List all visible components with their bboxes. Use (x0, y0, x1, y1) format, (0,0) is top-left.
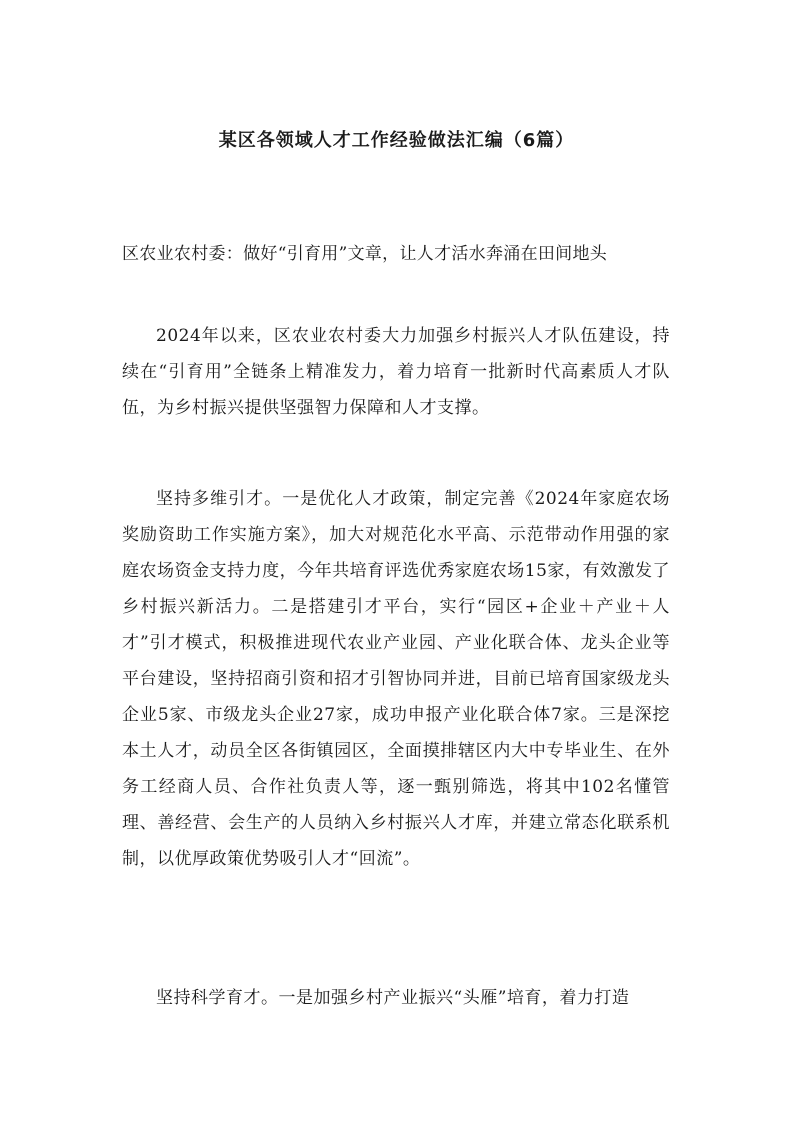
section-heading: 区农业农村委：做好“引育用”文章，让人才活水奔涌在田间地头 (122, 244, 608, 264)
paragraph-talent-attraction: 坚持多维引才。一是优化人才政策，制定完善《2024年家庭农场奖励资助工作实施方案》，加大对规范化水平高、示范带动作用强的家庭农场资金支持力度，今年共培育评选优秀家庭农场15家，有效激发了乡村振兴新活力。二是搭建引才平台，实行“园区+企业＋产业＋人才”引才模式，积极推进现代农业产业园、产业化联合体、龙头企业等平台建设，坚持招商引资和招才引智协同并进，目前已培育国家级龙头企业5家、市级龙头企业27家，成功申报产业化联合体7家。三是深挖本土人才，动员全区各街镇园区，全面摸排辖区内大中专毕业生、在外务工经商人员、合作社负责人等，逐一甄别筛选，将其中102名懂管理、善经营、会生产的人员纳入乡村振兴人才库，并建立常态化联系机制，以优厚政策优势吸引人才“回流”。 (122, 489, 670, 869)
paragraph-talent-cultivation: 坚持科学育才。一是加强乡村产业振兴“头雁”培育，着力打造 (156, 988, 630, 1008)
document-title: 某区各领域人才工作经验做法汇编（6篇） (218, 130, 575, 151)
paragraph-intro: 2024年以来，区农业农村委大力加强乡村振兴人才队伍建设，持续在“引育用”全链条上精准发力，着力培育一批新时代高素质人才队伍，为乡村振兴提供坚强智力保障和人才支撑。 (122, 326, 670, 418)
